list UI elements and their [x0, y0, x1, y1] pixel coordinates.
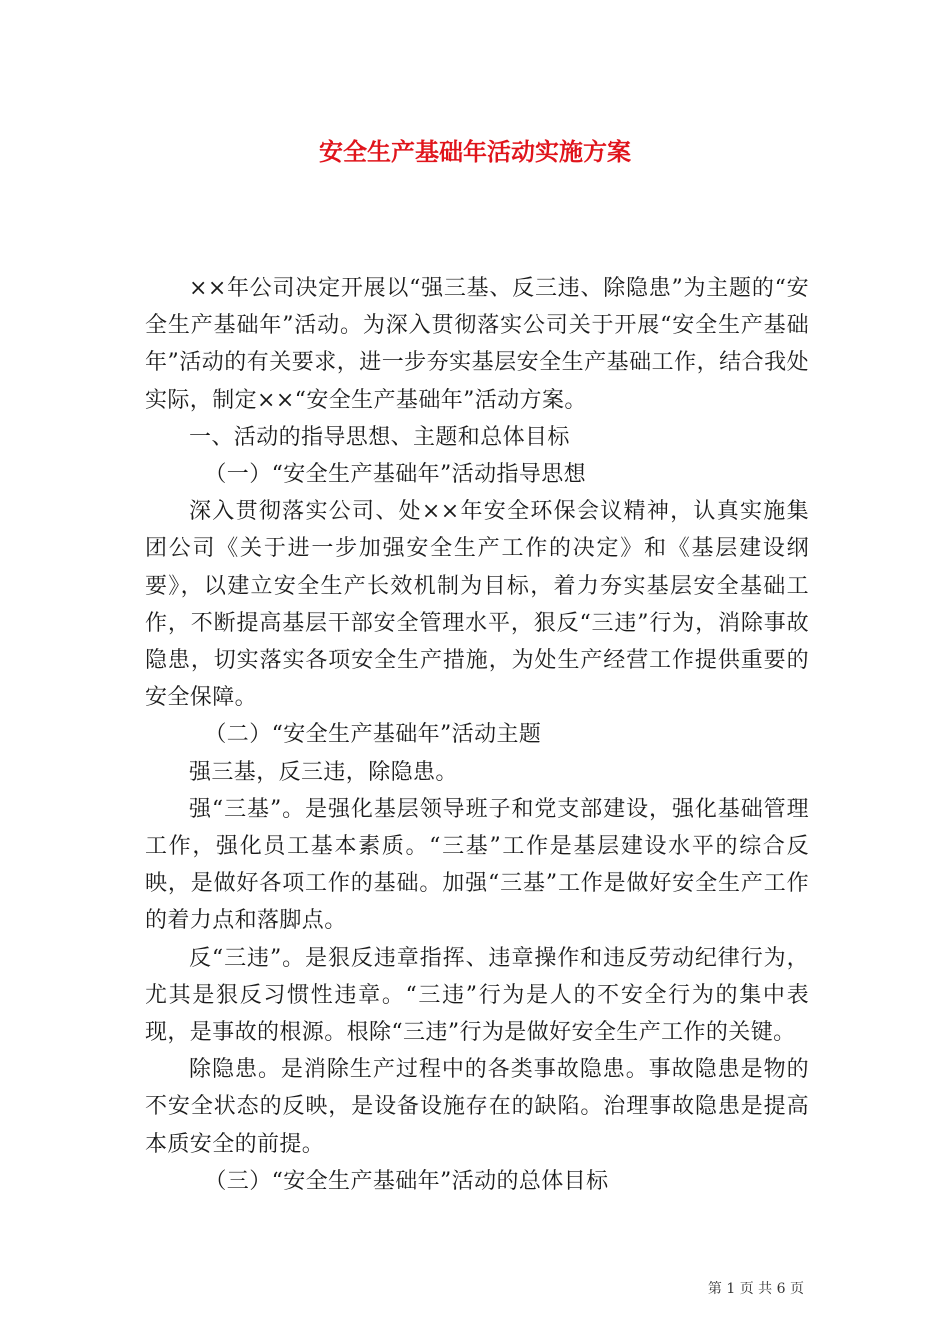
paragraph-three-violations: 反“三违”。是狠反违章指挥、违章操作和违反劳动纪律行为，尤其是狠反习惯性违章。“三违”行为是人的不安全行为的集中表现，是事故的根源。根除“三违”行为是做好安全生产工作的关键。 — [145, 945, 809, 1046]
subsection-heading-guiding-thought: （一）“安全生产基础年”活动指导思想 — [204, 462, 587, 488]
document-body — [145, 270, 809, 1200]
section-heading-1: 一、活动的指导思想、主题和总体目标 — [189, 424, 570, 450]
paragraph-guiding-thought: 深入贯彻落实公司、处××年安全环保会议精神，认真实施集团公司《关于进一步加强安全生产工作的决定》和《基层建设纲要》，以建立安全生产长效机制为目标，着力夯实基层安全基础工作，不断提高基层干部安全管理水平，狠反“三违”行为，消除事故隐患，切实落实各项安全生产措施，为处生产经营工作提供重要的安全保障。 — [145, 499, 809, 711]
page-number: 第 1 页 共 6 页 — [707, 1281, 804, 1297]
subsection-heading-overall-goal: （三）“安全生产基础年”活动的总体目标 — [204, 1168, 609, 1194]
paragraph-intro: ××年公司决定开展以“强三基、反三违、除隐患”为主题的“安全生产基础年”活动。为深入贯彻落实公司关于开展“安全生产基础年”活动的有关要求，进一步夯实基层安全生产基础工作，结合我处实际，制定××“安全生产基础年”活动方案。 — [145, 276, 809, 413]
paragraph-theme: 强三基，反三违，除隐患。 — [189, 759, 458, 785]
document-title: 安全生产基础年活动实施方案 — [319, 137, 631, 166]
paragraph-three-basics: 强“三基”。是强化基层领导班子和党支部建设，强化基础管理工作，强化员工基本素质。“三基”工作是基层建设水平的综合反映，是做好各项工作的基础。加强“三基”工作是做好安全生产工作的着力点和落脚点。 — [145, 796, 809, 934]
paragraph-hazards: 除隐患。是消除生产过程中的各类事故隐患。事故隐患是物的不安全状态的反映，是设备设施存在的缺陷。治理事故隐患是提高本质安全的前提。 — [145, 1057, 809, 1157]
subsection-heading-theme: （二）“安全生产基础年”活动主题 — [204, 722, 542, 748]
